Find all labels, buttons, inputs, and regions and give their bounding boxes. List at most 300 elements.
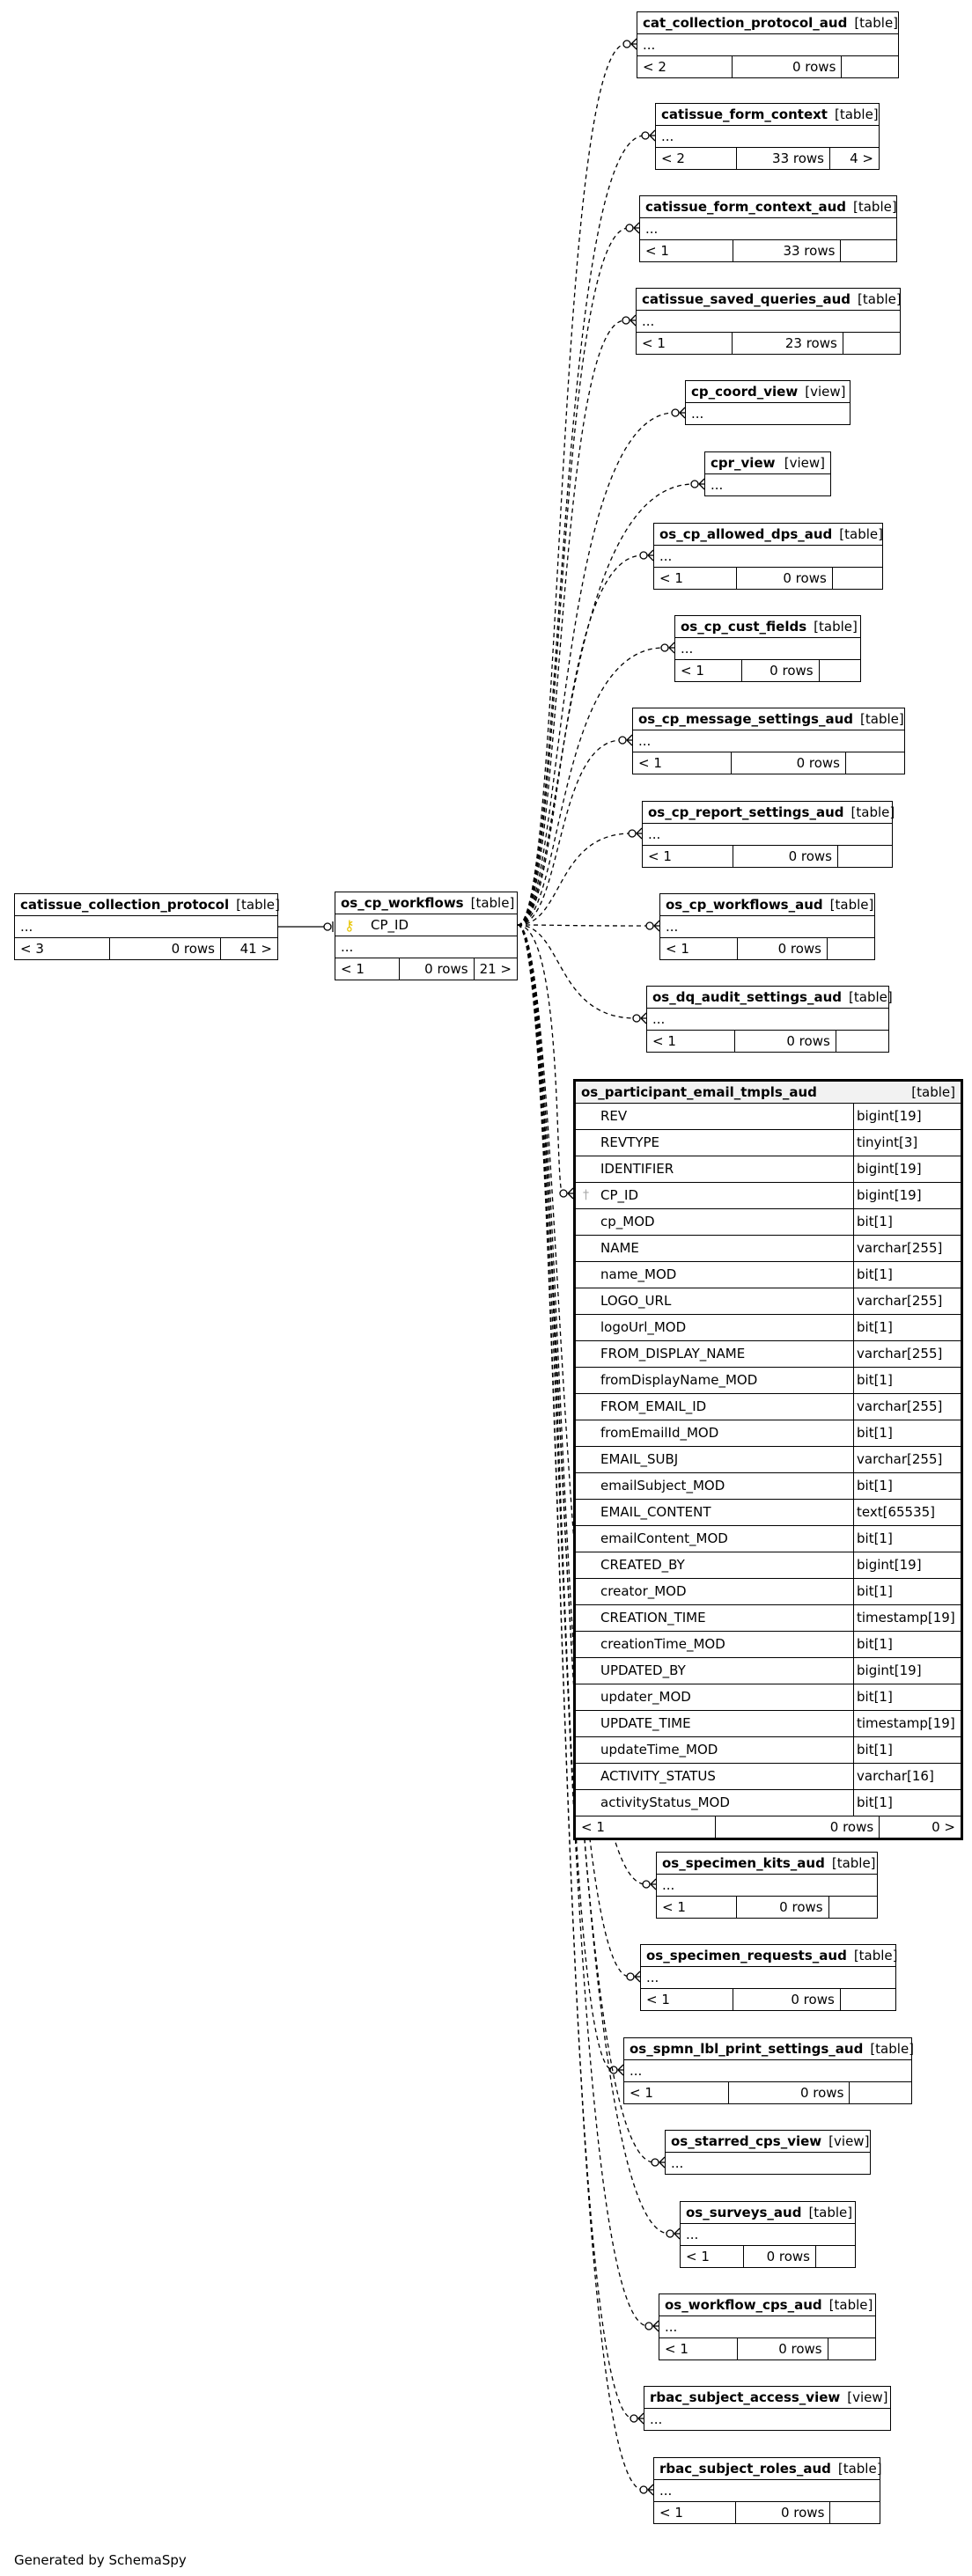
table-type: [view] (847, 2389, 888, 2405)
table-header (654, 524, 882, 546)
column-type: bit[1] (857, 1583, 893, 1599)
column-name: logoUrl_MOD (599, 1315, 854, 1340)
column-type: bit[1] (857, 1372, 893, 1388)
child-count (836, 1031, 888, 1052)
table-os-cp-report-settings-aud[interactable] (642, 801, 893, 868)
column-key-cell (576, 1341, 599, 1367)
table-name: rbac_subject_roles_aud (659, 2461, 831, 2477)
child-count (842, 56, 898, 77)
more-columns: ... (654, 546, 882, 568)
table-catissue-collection-protocol[interactable] (14, 893, 278, 960)
column-row (576, 1156, 961, 1183)
column-key-cell (576, 1447, 599, 1472)
edge-catissue-form-context (518, 136, 644, 925)
row-count: 0 rows (110, 938, 221, 959)
column-key-cell (576, 1500, 599, 1525)
table-name: catissue_form_context (661, 106, 828, 122)
parent-count: < 1 (641, 1989, 733, 2010)
column-name: CP_ID (371, 917, 409, 933)
table-type: [table] (839, 526, 883, 542)
table-footer (657, 1897, 877, 1918)
column-name: emailContent_MOD (599, 1526, 854, 1552)
column-type: timestamp[19] (857, 1610, 955, 1626)
column-row (576, 1500, 961, 1526)
table-header (641, 1945, 898, 1967)
child-count (830, 2502, 880, 2523)
column-name: REV (599, 1104, 854, 1129)
child-count (850, 2082, 911, 2103)
row-count: 0 rows (742, 660, 820, 681)
column-type: text[65535] (857, 1504, 936, 1520)
column-type: varchar[255] (857, 1346, 943, 1361)
column-row (576, 1394, 961, 1420)
edge-catissue-form-context-aud (518, 228, 629, 925)
column-name: CREATION_TIME (599, 1605, 854, 1631)
column-type: bit[1] (857, 1794, 893, 1810)
table-name: os_specimen_requests_aud (646, 1948, 847, 1963)
table-name: os_spmn_lbl_print_settings_aud (630, 2041, 864, 2057)
child-count: 4 > (850, 150, 873, 166)
parent-count: < 1 (660, 938, 738, 959)
table-type: [table] (814, 619, 858, 635)
parent-count: < 2 (656, 148, 737, 169)
view-cpr[interactable] (704, 451, 831, 496)
column-name: CREATED_BY (599, 1552, 854, 1578)
table-catissue-form-context-aud[interactable] (639, 195, 897, 262)
table-header (657, 1853, 877, 1875)
table-footer (660, 938, 874, 959)
child-count (828, 938, 874, 959)
column-key-cell (576, 1420, 599, 1446)
crowsfoot-os-workflow-cps-aud (645, 2321, 659, 2331)
table-name: os_surveys_aud (686, 2205, 802, 2220)
more-columns: ... (637, 311, 900, 333)
more-columns: ... (643, 824, 892, 846)
more-columns: ... (657, 1875, 877, 1897)
column-row (576, 1764, 961, 1790)
table-header (659, 2294, 875, 2316)
column-key-cell (576, 1473, 599, 1499)
table-name: os_cp_cust_fields (681, 619, 807, 635)
column-name: activityStatus_MOD (599, 1790, 854, 1816)
child-count (828, 2338, 875, 2359)
child-count: 41 > (239, 941, 272, 957)
crowsfoot-cpr-view (691, 479, 704, 489)
more-columns: ... (671, 2155, 684, 2171)
table-os-participant-email-tmpls-aud[interactable] (573, 1079, 963, 1840)
crowsfoot-os-surveys-aud (666, 2228, 680, 2239)
column-type: bigint[19] (857, 1108, 922, 1124)
column-key-cell (576, 1632, 599, 1657)
column-name: emailSubject_MOD (599, 1473, 854, 1499)
table-footer (656, 148, 879, 169)
column-key-cell (576, 1394, 599, 1420)
column-key-cell (576, 1605, 599, 1631)
table-header (637, 289, 900, 311)
table-name: cpr_view (711, 455, 776, 471)
column-row (576, 1447, 961, 1473)
column-key-cell (576, 1315, 599, 1340)
table-os-specimen-kits-aud[interactable] (656, 1852, 878, 1919)
column-name: creator_MOD (599, 1579, 854, 1604)
column-name: REVTYPE (599, 1130, 854, 1156)
child-count (829, 1897, 877, 1918)
table-name: os_workflow_cps_aud (665, 2297, 822, 2313)
table-footer (681, 2246, 855, 2267)
table-type: [table] (808, 2205, 853, 2220)
column-row (576, 1526, 961, 1552)
table-os-cp-workflows-aud[interactable] (659, 893, 875, 960)
table-name: os_specimen_kits_aud (662, 1855, 825, 1871)
table-type: [table] (828, 2297, 873, 2313)
table-rbac-subject-roles-aud[interactable] (653, 2457, 880, 2524)
table-type: [table] (470, 895, 515, 911)
column-row (576, 1579, 961, 1605)
column-name: updateTime_MOD (599, 1737, 854, 1763)
table-name: os_cp_report_settings_aud (648, 804, 844, 820)
crowsfoot-cp-coord-view (672, 407, 685, 418)
table-header (656, 104, 879, 126)
row-count: 0 rows (733, 846, 838, 867)
row-count: 0 rows (729, 2082, 850, 2103)
row-count: 0 rows (400, 958, 474, 980)
more-columns: ... (659, 2316, 875, 2338)
column-name: EMAIL_SUBJ (599, 1447, 854, 1472)
table-type: [view] (784, 455, 825, 471)
more-columns: ... (656, 126, 879, 148)
parent-count: < 1 (624, 2082, 729, 2103)
table-type: [table] (849, 989, 893, 1005)
parent-count: < 1 (654, 568, 737, 589)
more-columns: ... (624, 2060, 911, 2082)
column-key-cell (576, 1711, 599, 1736)
column-type: bit[1] (857, 1478, 893, 1493)
column-row (576, 1262, 961, 1288)
column-name: IDENTIFIER (599, 1156, 854, 1182)
table-footer (633, 752, 904, 774)
footer-generated-by: Generated by SchemaSpy (14, 2552, 187, 2568)
row-count: 0 rows (733, 1989, 841, 2010)
child-count (841, 240, 896, 261)
row-count: 0 rows (732, 752, 846, 774)
column-name: fromEmailId_MOD (599, 1420, 854, 1446)
row-count: 0 rows (737, 1897, 829, 1918)
more-columns: ... (647, 1009, 888, 1031)
row-count: 33 rows (733, 240, 842, 261)
parent-count: < 1 (633, 752, 732, 774)
table-footer (15, 938, 277, 959)
crowsfoot-os-dq-audit-settings-aud (633, 1013, 646, 1024)
table-footer (637, 333, 900, 354)
table-header (637, 12, 898, 34)
column-type: bit[1] (857, 1319, 893, 1335)
row-count: 33 rows (737, 148, 830, 169)
column-row (576, 1473, 961, 1500)
column-type: bigint[19] (857, 1161, 922, 1177)
table-type: [table] (853, 199, 897, 215)
row-count: 0 rows (737, 568, 833, 589)
table-header (654, 2458, 880, 2480)
more-columns: ... (711, 477, 724, 493)
more-columns: ... (650, 2411, 663, 2427)
parent-count: < 1 (643, 846, 733, 867)
crowsfoot-os-cp-message-settings-aud (619, 735, 632, 745)
crowsfoot-os-cp-cust-fields (661, 642, 674, 653)
view-os-starred-cps[interactable] (665, 2130, 871, 2175)
edge-cat-collection-protocol-aud (518, 44, 626, 925)
crowsfoot-os-cp-allowed-dps-aud (640, 550, 653, 561)
column-type: timestamp[19] (857, 1715, 955, 1731)
table-footer (641, 1989, 895, 2010)
crowsfoot-os-specimen-requests-aud (627, 1971, 640, 1982)
table-type: [table] (850, 804, 895, 820)
column-key-cell (576, 1526, 599, 1552)
table-type: [table] (829, 897, 874, 913)
table-name: rbac_subject_access_view (650, 2389, 841, 2405)
row-count: 0 rows (736, 2502, 830, 2523)
table-header (633, 708, 904, 730)
row-count: 0 rows (735, 1031, 836, 1052)
table-footer (576, 1816, 961, 1838)
column-name: FROM_EMAIL_ID (599, 1394, 854, 1420)
column-row (576, 1737, 961, 1764)
parent-count: < 1 (681, 2246, 744, 2267)
table-footer (335, 958, 517, 980)
table-os-dq-audit-settings-aud[interactable] (646, 986, 893, 1053)
column-key-cell (576, 1104, 599, 1129)
table-header (705, 452, 830, 474)
table-header (681, 2202, 855, 2224)
table-os-cp-message-settings-aud[interactable] (632, 708, 905, 774)
more-columns: ... (654, 2480, 880, 2502)
table-header (660, 894, 874, 916)
column-type: varchar[255] (857, 1398, 943, 1414)
table-type: [table] (837, 2461, 882, 2477)
more-columns: ... (691, 406, 704, 422)
column-row (576, 1658, 961, 1684)
column-name: updater_MOD (599, 1684, 854, 1710)
table-name: os_cp_workflows_aud (666, 897, 823, 913)
child-count (841, 1989, 895, 2010)
table-name: cat_collection_protocol_aud (643, 15, 848, 31)
child-count (843, 333, 900, 354)
column-key-cell (576, 1236, 599, 1261)
more-columns: ... (660, 916, 874, 938)
table-name: catissue_collection_protocol (20, 897, 230, 913)
column-type: bigint[19] (857, 1557, 922, 1573)
table-footer (647, 1031, 888, 1052)
more-columns: ... (633, 730, 904, 752)
parent-count: < 1 (576, 1816, 716, 1838)
column-name: EMAIL_CONTENT (599, 1500, 854, 1525)
child-count (833, 568, 882, 589)
table-catissue-form-context[interactable] (655, 103, 880, 170)
table-type: [table] (911, 1084, 955, 1100)
table-type: [table] (831, 1855, 876, 1871)
table-cat-collection-protocol-aud[interactable] (637, 11, 899, 78)
more-columns: ... (681, 2224, 855, 2246)
column-type: bit[1] (857, 1214, 893, 1229)
column-type: bit[1] (857, 1742, 893, 1758)
table-header (576, 1082, 961, 1104)
column-row (576, 1684, 961, 1711)
parent-count: < 1 (657, 1897, 737, 1918)
column-row (576, 1209, 961, 1236)
table-header (335, 892, 517, 914)
parent-count: < 1 (647, 1031, 735, 1052)
column-key-cell (576, 1579, 599, 1604)
view-rbac-subject-access[interactable] (644, 2386, 891, 2431)
crowsfoot-cat-collection-protocol-aud (623, 39, 637, 49)
row-count: 23 rows (733, 333, 843, 354)
more-columns: ... (335, 936, 517, 958)
table-type: [table] (870, 2041, 915, 2057)
more-columns: ... (637, 34, 898, 56)
table-header (640, 196, 896, 218)
table-header (624, 2038, 915, 2060)
table-name: catissue_form_context_aud (645, 199, 846, 215)
table-type: [table] (858, 291, 902, 307)
crowsfoot-os-cp-workflows-aud (646, 921, 659, 931)
column-key-cell (576, 1183, 599, 1208)
child-count: 0 > (932, 1819, 955, 1835)
table-os-surveys-aud[interactable] (680, 2201, 856, 2268)
column-row (576, 1104, 961, 1130)
child-count (838, 846, 892, 867)
table-os-workflow-cps-aud[interactable] (659, 2293, 876, 2360)
column-type: bigint[19] (857, 1662, 922, 1678)
column-row (576, 1341, 961, 1368)
column-row (576, 1711, 961, 1737)
child-count (820, 660, 860, 681)
table-footer (659, 2338, 875, 2359)
table-catissue-saved-queries-aud[interactable] (636, 288, 901, 355)
table-header (644, 2387, 890, 2409)
column-key-cell (576, 1790, 599, 1816)
table-name: os_dq_audit_settings_aud (652, 989, 843, 1005)
crowsfoot-os-starred-cps-view (652, 2157, 665, 2168)
table-footer (624, 2082, 911, 2103)
crowsfoot-os-participant-email-tmpls-aud (560, 1188, 573, 1199)
table-footer (654, 2502, 880, 2523)
crowsfoot-catissue-form-context (642, 130, 655, 141)
table-type: [table] (860, 711, 904, 727)
table-type: [table] (853, 1948, 898, 1963)
table-name: os_starred_cps_view (671, 2133, 822, 2149)
row-count: 0 rows (738, 938, 828, 959)
column-name: fromDisplayName_MOD (599, 1368, 854, 1393)
table-type: [table] (236, 897, 280, 913)
table-type: [table] (834, 106, 879, 122)
foreign-key-icon: † (583, 1188, 589, 1202)
column-key-cell (576, 1764, 599, 1789)
child-count (816, 2246, 855, 2267)
parent-count: < 1 (335, 958, 400, 980)
column-name: cp_MOD (599, 1209, 854, 1235)
more-columns: ... (641, 1967, 895, 1989)
column-key-cell (576, 1684, 599, 1710)
column-row (576, 1552, 961, 1579)
table-name: os_cp_message_settings_aud (638, 711, 854, 727)
column-type: bigint[19] (857, 1187, 922, 1203)
column-key-cell (576, 1658, 599, 1684)
table-footer (643, 846, 892, 867)
edge-catissue-saved-queries-aud (518, 320, 625, 925)
column-row (576, 1420, 961, 1447)
parent-count: < 1 (675, 660, 742, 681)
table-name: cp_coord_view (691, 384, 799, 400)
column-name: CP_ID (599, 1183, 854, 1208)
column-type: varchar[16] (857, 1768, 934, 1784)
parent-count: < 1 (659, 2338, 738, 2359)
table-name: os_cp_workflows (341, 895, 464, 911)
crowsfoot-rbac-subject-roles-aud (640, 2484, 653, 2495)
column-row (576, 1236, 961, 1262)
table-name: os_cp_allowed_dps_aud (659, 526, 833, 542)
table-header (666, 2131, 870, 2153)
column-row (576, 1183, 961, 1209)
table-header (15, 894, 280, 916)
column-type: bit[1] (857, 1266, 893, 1282)
column-name: FROM_DISPLAY_NAME (599, 1341, 854, 1367)
column-key-cell (576, 1737, 599, 1763)
column-row (576, 1605, 961, 1632)
view-cp-coord[interactable] (685, 380, 850, 425)
row-count: 0 rows (738, 2338, 828, 2359)
column-name: name_MOD (599, 1262, 854, 1288)
column-name: UPDATED_BY (599, 1658, 854, 1684)
table-footer (654, 568, 882, 589)
table-type: [view] (805, 384, 846, 400)
column-name: ACTIVITY_STATUS (599, 1764, 854, 1789)
column-type: varchar[255] (857, 1240, 943, 1256)
column-key-cell (576, 1262, 599, 1288)
parent-count: < 3 (15, 938, 110, 959)
child-count (846, 752, 904, 774)
column-type: bit[1] (857, 1689, 893, 1705)
column-key-cell (576, 1130, 599, 1156)
table-os-spmn-lbl-print-settings-aud[interactable] (623, 2037, 915, 2104)
parent-count: < 2 (637, 56, 733, 77)
table-footer (637, 56, 898, 77)
table-os-cp-cust-fields[interactable] (674, 615, 861, 682)
more-columns: ... (675, 638, 860, 660)
column-key-cell (576, 1552, 599, 1578)
table-os-specimen-requests-aud[interactable] (640, 1944, 896, 2011)
table-os-cp-allowed-dps-aud[interactable] (653, 523, 883, 590)
table-footer (640, 240, 896, 261)
column-key-cell (576, 1288, 599, 1314)
table-type: [view] (828, 2133, 870, 2149)
crowsfoot-rbac-subject-access-view (630, 2413, 644, 2424)
parent-count: < 1 (654, 2502, 736, 2523)
table-type: [table] (854, 15, 899, 31)
crowsfoot-catissue-saved-queries-aud (622, 315, 636, 326)
table-os-cp-workflows[interactable] (335, 892, 518, 980)
more-columns: ... (640, 218, 896, 240)
column-row (576, 1288, 961, 1315)
table-footer (675, 660, 860, 681)
more-columns: ... (15, 916, 277, 938)
column-name: creationTime_MOD (599, 1632, 854, 1657)
parent-count: < 1 (640, 240, 733, 261)
edge-os-cp-workflows-aud (518, 925, 649, 926)
column-row (576, 1790, 961, 1816)
row-count: 0 rows (744, 2246, 816, 2267)
column-type: varchar[255] (857, 1451, 943, 1467)
column-row (576, 1315, 961, 1341)
column-type: tinyint[3] (857, 1134, 918, 1150)
